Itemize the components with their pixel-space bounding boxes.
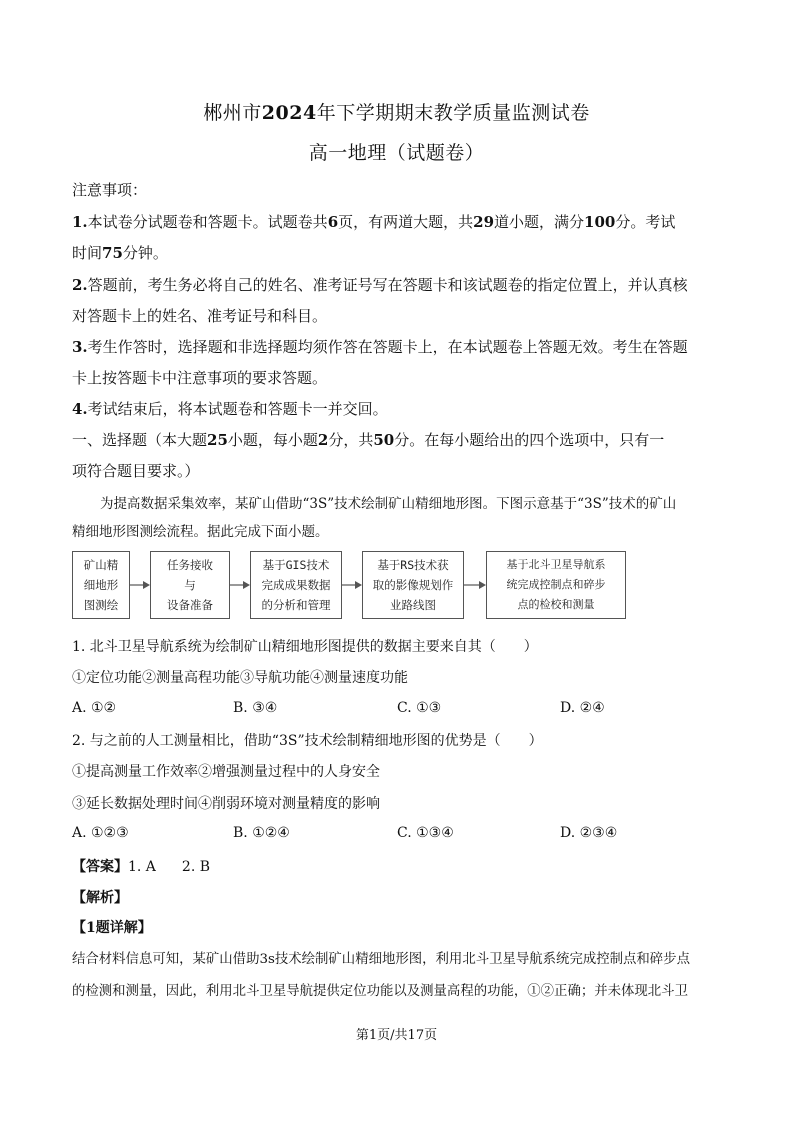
item-number: 1.	[72, 213, 88, 231]
box-line: 任务接收	[167, 558, 213, 572]
text: 分。在每小题给出的四个选项中，只有一	[394, 431, 665, 449]
flow-box-2	[150, 551, 230, 619]
flowchart	[72, 551, 632, 621]
text: 本试卷分试题卷和答题卡。试题卷共	[87, 213, 328, 231]
page-count: 6	[327, 213, 339, 231]
notice-item-1	[72, 211, 675, 232]
question-2-items-1: ①提高测量工作效率②增强测量过程中的人身安全	[72, 764, 380, 780]
flow-arrow-icon	[130, 578, 150, 592]
item-number: 4.	[72, 400, 88, 418]
text: 考生作答时，选择题和非选择题均须作答在答题卡上，在本试题卷上答题无效。考生在答题	[87, 338, 688, 356]
option-d[interactable]: D. ②③④	[560, 825, 618, 841]
flow-arrow-icon	[464, 578, 486, 592]
answer-label: 【答案】	[72, 859, 128, 875]
item-number: 2.	[72, 276, 88, 294]
label: 【1题详解】	[72, 920, 152, 936]
text: 答题前，考生务必将自己的姓名、准考证号写在答题卡和该试题卷的指定位置上，并认真核	[87, 276, 688, 294]
option-b[interactable]: B. ③④	[233, 700, 278, 716]
notice-item-2	[72, 274, 688, 295]
flow-arrow-icon	[230, 578, 250, 592]
section-heading-cont: 项符合题目要求。）	[72, 462, 200, 480]
title-year: 2024	[261, 102, 317, 124]
notice-item-3	[72, 336, 688, 357]
text: 分钟。	[122, 244, 168, 262]
question-2-items-2: ③延长数据处理时间④削弱环境对测量精度的影响	[72, 796, 380, 812]
analysis-text-cont: 的检测和测量，因此，利用北斗卫星导航提供定位功能以及测量高程的功能，①②正确；并未体现北斗卫	[72, 984, 688, 999]
box-line: 点的检校和测量	[517, 598, 595, 611]
box-line: 矿山精	[83, 558, 119, 572]
page-footer: 第1页/共17页	[355, 1028, 438, 1043]
option-c[interactable]: C. ①③	[397, 700, 442, 716]
title-rest: 年下学期期末教学质量监测试卷	[316, 102, 590, 124]
flow-box-5	[486, 551, 626, 619]
exam-time: 75	[102, 244, 123, 262]
analysis-text: 结合材料信息可知，某矿山借助3s技术绘制矿山精细地形图，利用北斗卫星导航系统完成控制点和碎步点	[72, 952, 690, 967]
text: 时间	[72, 244, 103, 262]
box-line: 细地形	[83, 578, 119, 592]
material-text-cont: 精细地形图测绘流程。据此完成下面小题。	[72, 524, 329, 540]
option-b[interactable]: B. ①②④	[233, 825, 290, 841]
answer-line	[72, 856, 210, 876]
material-text: 为提高数据采集效率，某矿山借助“3S”技术绘制矿山精细地形图。下图示意基于“3S”技术的矿山	[100, 496, 677, 512]
exam-title	[0, 98, 793, 125]
item-number: 3.	[72, 338, 88, 356]
text: 一、选择题（本大题	[72, 431, 208, 449]
box-line: 业路线图	[390, 598, 436, 612]
text: 页，有两道大题，共	[338, 213, 474, 231]
option-d[interactable]: D. ②④	[560, 700, 605, 716]
label: 【解析】	[72, 890, 128, 906]
total-score: 100	[584, 213, 616, 231]
box-line: 统完成控制点和碎步	[506, 578, 606, 591]
option-c[interactable]: C. ①③④	[397, 825, 454, 841]
number: 2	[317, 431, 329, 449]
text: 考试结束后，将本试题卷和答题卡一并交回。	[87, 400, 388, 418]
box-line: 基于RS技术获	[377, 558, 449, 572]
notice-item-1-cont	[72, 242, 168, 263]
question-count: 29	[473, 213, 495, 231]
flow-box-4	[362, 551, 464, 619]
flow-box-3	[250, 551, 342, 619]
analysis-label	[72, 887, 128, 907]
question-1-items: ①定位功能②测量高程功能③导航功能④测量速度功能	[72, 670, 408, 686]
title-city: 郴州市	[203, 102, 262, 124]
number: 50	[373, 431, 395, 449]
notice-heading: 注意事项：	[72, 181, 148, 199]
text: 分，共	[328, 431, 374, 449]
box-line: 的分析和管理	[261, 598, 331, 612]
notice-item-3-cont: 卡上按答题卡中注意事项的要求答题。	[72, 369, 328, 387]
text: 小题，每小题	[227, 431, 318, 449]
question-1-stem: 1. 北斗卫星导航系统为绘制矿山精细地形图提供的数据主要来自其（ ）	[72, 639, 538, 655]
box-line: 与	[184, 578, 196, 592]
box-line: 设备准备	[167, 598, 213, 612]
flow-box-1	[72, 551, 130, 619]
box-line: 完成成果数据	[261, 578, 331, 592]
question-2-stem: 2. 与之前的人工测量相比，借助“3S”技术绘制精细地形图的优势是（ ）	[72, 733, 543, 749]
answer-1: 1. A	[128, 859, 156, 875]
box-line: 取的影像规划作	[372, 578, 454, 592]
answer-2: 2. B	[181, 859, 211, 875]
option-a[interactable]: A. ①②	[72, 700, 117, 716]
text: 道小题，满分	[494, 213, 585, 231]
number: 25	[207, 431, 228, 449]
option-a[interactable]: A. ①②③	[72, 825, 129, 841]
flow-arrow-icon	[342, 578, 362, 592]
box-line: 基于GIS技术	[262, 558, 330, 572]
notice-item-4	[72, 398, 388, 419]
notice-item-2-cont: 对答题卡上的姓名、准考证号和科目。	[72, 307, 328, 325]
analysis-detail-label	[72, 917, 152, 937]
exam-subtitle: 高一地理（试题卷）	[308, 142, 485, 164]
section-heading	[72, 429, 664, 450]
box-line: 基于北斗卫星导航系	[506, 558, 606, 571]
text: 分。考试	[615, 213, 676, 231]
box-line: 图测绘	[83, 598, 119, 612]
